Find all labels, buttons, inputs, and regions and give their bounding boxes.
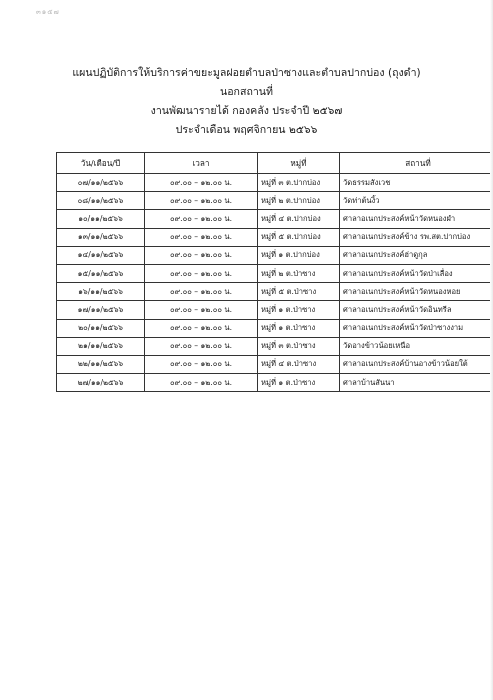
cell-date: ๑๔/๑๑/๒๕๖๖: [57, 246, 145, 264]
cell-place: ศาลาอเนกประสงค์หน้าวัดป่าซางงาม: [340, 319, 493, 337]
cell-moo: หมู่ที่ ๔ ต.ป่าซาง: [258, 355, 340, 373]
cell-place: วัดธรรมสังเวช: [340, 174, 493, 192]
header-date: วัน/เดือน/ปี: [57, 153, 145, 174]
table-row: [57, 228, 493, 246]
cell-date: ๑๖/๑๑/๒๕๖๖: [57, 283, 145, 301]
table-row: [57, 246, 493, 264]
table-row: [57, 319, 493, 337]
cell-moo: หมู่ที่ ๓ ต.ป่าซาง: [258, 337, 340, 355]
table-row: [57, 283, 493, 301]
cell-time: ๐๙.๐๐ – ๑๒.๐๐ น.: [145, 264, 258, 282]
table-row: [57, 174, 493, 192]
cell-place: ศาลาอเนกประสงค์ข้าง รพ.สต.ปากบ่อง: [340, 228, 493, 246]
cell-moo: หมู่ที่ ๑ ต.ป่าซาง: [258, 319, 340, 337]
header-place: สถานที่: [340, 153, 493, 174]
cell-moo: หมู่ที่ ๑ ต.ปากบ่อง: [258, 246, 340, 264]
cell-date: ๑๐/๑๑/๒๕๖๖: [57, 210, 145, 228]
cell-time: ๐๙.๐๐ – ๑๒.๐๐ น.: [145, 228, 258, 246]
header-moo: หมู่ที่: [258, 153, 340, 174]
cell-date: ๒๗/๑๑/๒๕๖๖: [57, 374, 145, 392]
schedule-table: [56, 152, 493, 392]
table-row: [57, 301, 493, 319]
cell-time: ๐๙.๐๐ – ๑๒.๐๐ น.: [145, 246, 258, 264]
document-title-block: [0, 64, 493, 140]
cell-place: ศาลาอเนกประสงค์บ้านอางข้าวน้อยใต้: [340, 355, 493, 373]
cell-date: ๒๐/๑๑/๒๕๖๖: [57, 319, 145, 337]
header-time: เวลา: [145, 153, 258, 174]
table-header-row: [57, 153, 493, 174]
cell-date: ๑๓/๑๑/๒๕๖๖: [57, 228, 145, 246]
cell-date: ๐๘/๑๑/๒๕๖๖: [57, 192, 145, 210]
cell-date: ๒๒/๑๑/๒๕๖๖: [57, 355, 145, 373]
cell-time: ๐๙.๐๐ – ๑๒.๐๐ น.: [145, 210, 258, 228]
cell-time: ๐๙.๐๐ – ๑๒.๐๐ น.: [145, 319, 258, 337]
page-number-mark: ๓๑๕๗: [36, 8, 60, 16]
table-row: [57, 374, 493, 392]
cell-time: ๐๙.๐๐ – ๑๒.๐๐ น.: [145, 355, 258, 373]
cell-moo: หมู่ที่ ๒ ต.ปากบ่อง: [258, 192, 340, 210]
cell-date: ๑๕/๑๑/๒๕๖๖: [57, 264, 145, 282]
cell-moo: หมู่ที่ ๑ ต.ป่าซาง: [258, 374, 340, 392]
cell-time: ๐๙.๐๐ – ๑๒.๐๐ น.: [145, 301, 258, 319]
cell-place: ศาลาอเนกประสงค์หน้าวัดหนองผำ: [340, 210, 493, 228]
title-line-4: ประจำเดือน พฤศจิกายน ๒๕๖๖: [175, 124, 318, 136]
cell-moo: หมู่ที่ ๓ ต.ปากบ่อง: [258, 174, 340, 192]
title-line-2: นอกสถานที่: [219, 86, 274, 98]
cell-place: ศาลาอเนกประสงค์ฮ่าดูกุล: [340, 246, 493, 264]
cell-place: ศาลาบ้านสันนา: [340, 374, 493, 392]
cell-moo: หมู่ที่ ๑ ต.ป่าซาง: [258, 301, 340, 319]
cell-time: ๐๙.๐๐ – ๑๒.๐๐ น.: [145, 192, 258, 210]
cell-moo: หมู่ที่ ๕ ต.ปากบ่อง: [258, 228, 340, 246]
cell-place: ศาลาอเนกประสงค์หน้าวัดอินทรีล: [340, 301, 493, 319]
cell-moo: หมู่ที่ ๔ ต.ปากบ่อง: [258, 210, 340, 228]
cell-moo: หมู่ที่ ๒ ต.ป่าซาง: [258, 264, 340, 282]
cell-date: ๐๗/๑๑/๒๕๖๖: [57, 174, 145, 192]
cell-place: วัดอางข้าวน้อยเหนือ: [340, 337, 493, 355]
title-line-1: แผนปฏิบัติการให้บริการค่าขยะมูลฝอยตำบลป่าซางและตำบลปากบ่อง (ถุงดำ): [72, 67, 421, 79]
cell-place: วัดท่าต้นงิ้ว: [340, 192, 493, 210]
table-row: [57, 210, 493, 228]
cell-moo: หมู่ที่ ๕ ต.ป่าซาง: [258, 283, 340, 301]
cell-date: ๒๑/๑๑/๒๕๖๖: [57, 337, 145, 355]
cell-time: ๐๙.๐๐ – ๑๒.๐๐ น.: [145, 374, 258, 392]
title-line-3: งานพัฒนารายได้ กองคลัง ประจำปี ๒๕๖๗: [150, 105, 343, 117]
table-row: [57, 337, 493, 355]
cell-time: ๐๙.๐๐ – ๑๒.๐๐ น.: [145, 174, 258, 192]
table-row: [57, 264, 493, 282]
table-row: [57, 192, 493, 210]
table-row: [57, 355, 493, 373]
cell-place: ศาลาอเนกประสงค์หน้าวัดป่าเลื่อง: [340, 264, 493, 282]
cell-time: ๐๙.๐๐ – ๑๒.๐๐ น.: [145, 337, 258, 355]
cell-time: ๐๙.๐๐ – ๑๒.๐๐ น.: [145, 283, 258, 301]
cell-date: ๑๗/๑๑/๒๕๖๖: [57, 301, 145, 319]
cell-place: ศาลาอเนกประสงค์หน้าวัดหนองหอย: [340, 283, 493, 301]
